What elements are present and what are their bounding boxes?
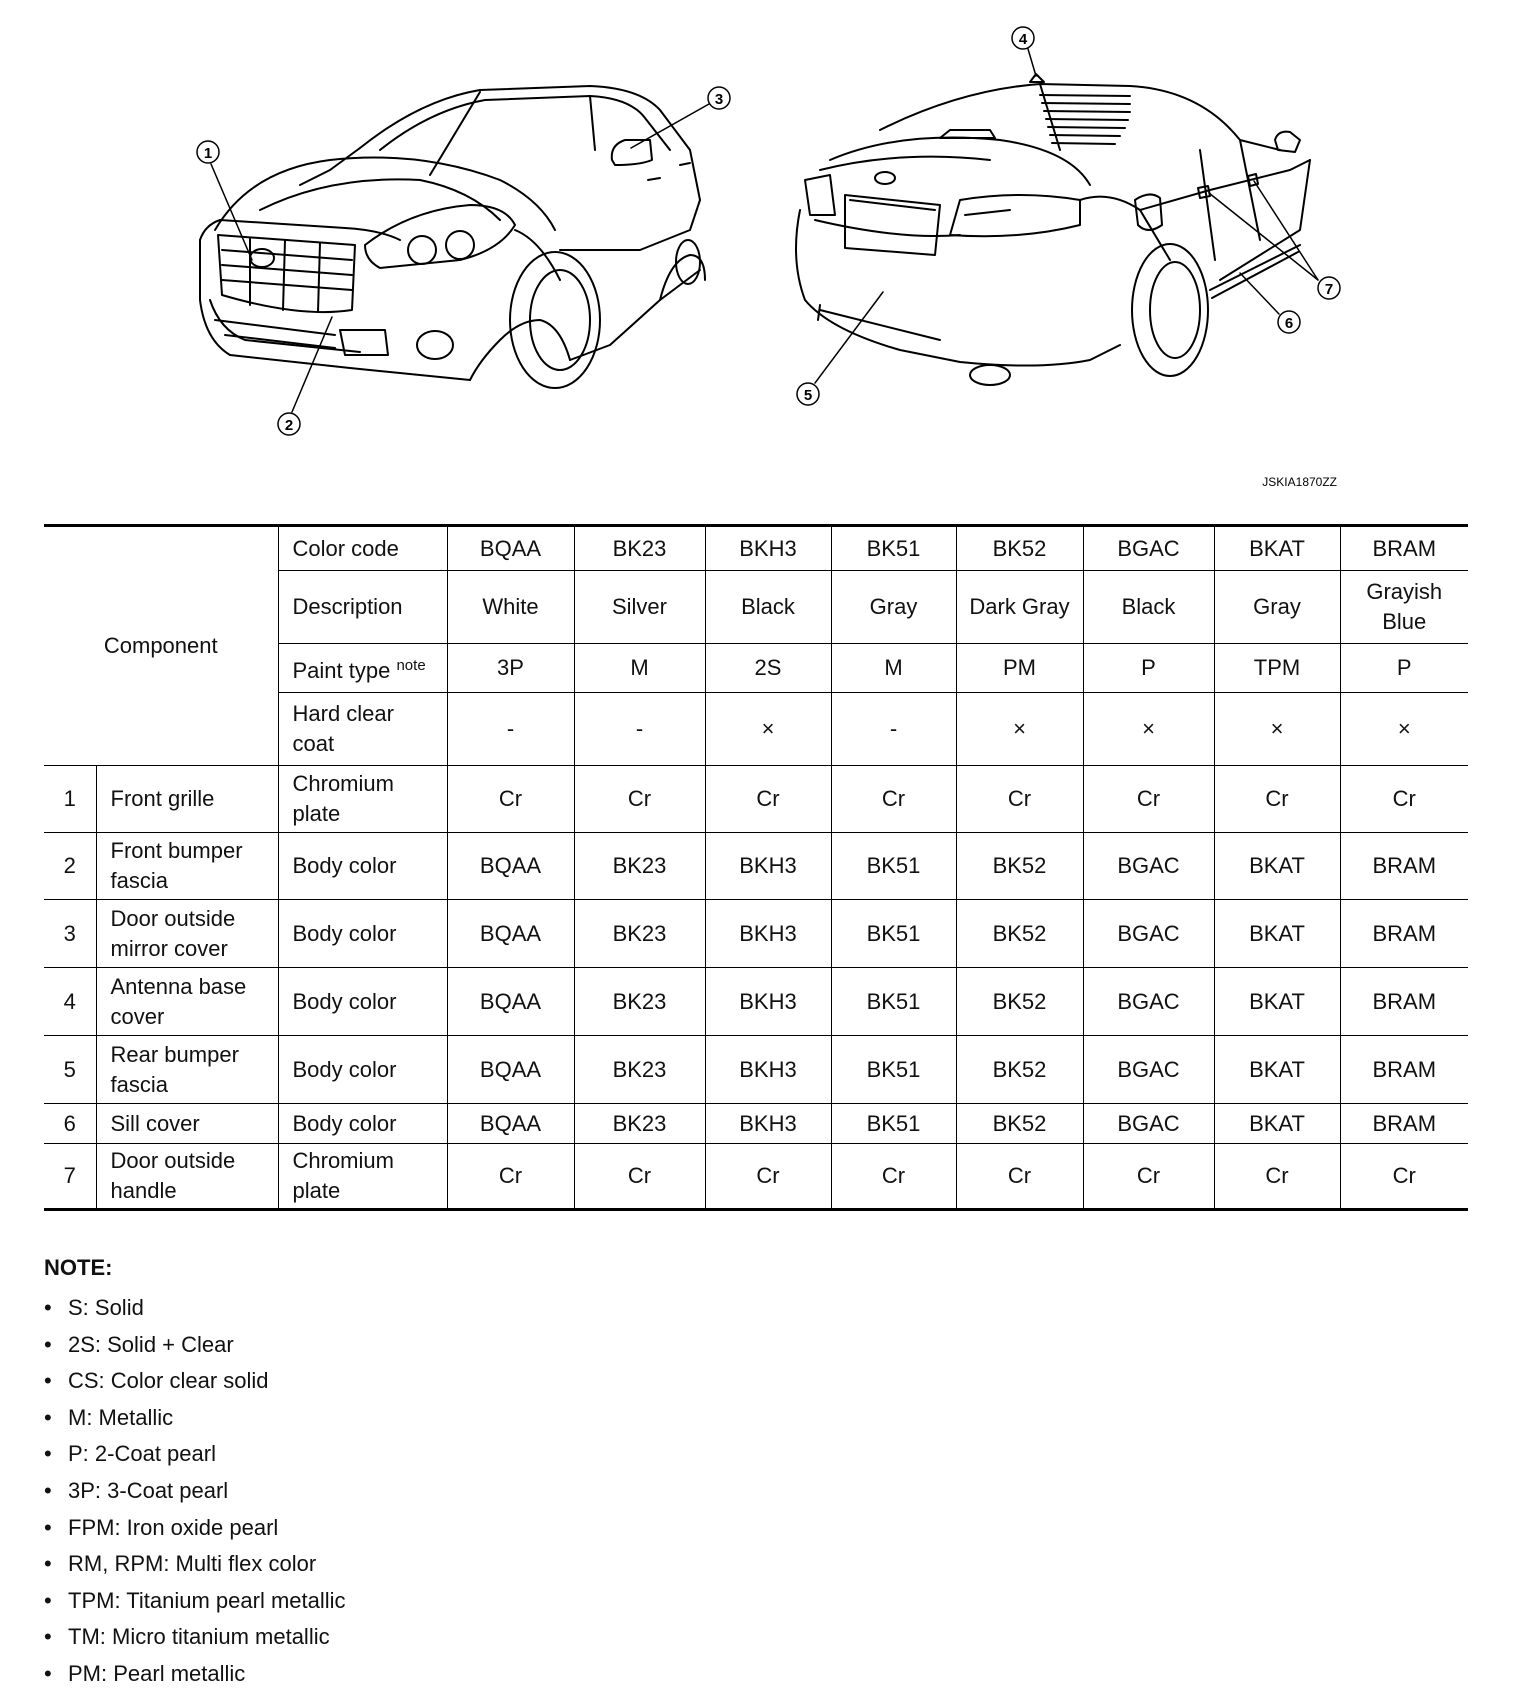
component-color-cell: BKH3 <box>705 1036 831 1104</box>
notes-list <box>44 1290 346 1693</box>
label-description: Description <box>278 571 447 644</box>
figure-id: JSKIA1870ZZ <box>1262 475 1337 489</box>
note-item: • FPM: Iron oxide pearl <box>44 1510 346 1547</box>
description-cell: Gray <box>831 571 956 644</box>
component-color-cell: Cr <box>574 1144 705 1210</box>
component-color-cell: BK51 <box>831 1036 956 1104</box>
notes-section <box>44 1252 346 1693</box>
component-color-cell: BGAC <box>1083 1036 1214 1104</box>
hard-clear-coat-cell: × <box>956 693 1083 766</box>
callout-4: 4 <box>1018 31 1028 48</box>
component-name: Antenna base cover <box>96 968 278 1036</box>
color-code-cell: BK23 <box>574 526 705 571</box>
component-color-cell: BK51 <box>831 833 956 900</box>
component-name: Front bumper fascia <box>96 833 278 900</box>
component-color-cell: Cr <box>1083 1144 1214 1210</box>
component-name: Rear bumper fascia <box>96 1036 278 1104</box>
paint-type-cell: 3P <box>447 644 574 693</box>
color-code-cell: BGAC <box>1083 526 1214 571</box>
note-item: • M: Metallic <box>44 1400 346 1437</box>
note-item: • TPM: Titanium pearl metallic <box>44 1583 346 1620</box>
component-color-cell: BRAM <box>1340 1104 1468 1144</box>
component-color-cell: BK52 <box>956 900 1083 968</box>
component-row <box>44 833 1468 900</box>
component-color-cell: Cr <box>831 766 956 833</box>
color-code-cell: BRAM <box>1340 526 1468 571</box>
component-finish: Body color <box>278 833 447 900</box>
callout-5: 5 <box>803 387 813 404</box>
row-color-code <box>44 526 1468 571</box>
description-cell: Silver <box>574 571 705 644</box>
note-item: • 2S: Solid + Clear <box>44 1327 346 1364</box>
component-color-cell: BGAC <box>1083 833 1214 900</box>
note-item: • TM: Micro titanium metallic <box>44 1619 346 1656</box>
component-row <box>44 766 1468 833</box>
component-color-cell: Cr <box>1214 766 1340 833</box>
component-color-cell: Cr <box>574 766 705 833</box>
component-color-cell: BKAT <box>1214 1036 1340 1104</box>
component-number: 3 <box>44 900 96 968</box>
paint-type-cell: M <box>574 644 705 693</box>
component-number: 4 <box>44 968 96 1036</box>
component-color-cell: BK23 <box>574 833 705 900</box>
callout-7: 7 <box>1324 281 1334 298</box>
component-row <box>44 900 1468 968</box>
label-hard-clear-coat: Hard clear coat <box>278 693 447 766</box>
paint-type-cell: PM <box>956 644 1083 693</box>
hard-clear-coat-cell: × <box>1340 693 1468 766</box>
component-color-cell: Cr <box>1083 766 1214 833</box>
component-color-cell: BKAT <box>1214 1104 1340 1144</box>
hard-clear-coat-cell: × <box>1214 693 1340 766</box>
component-color-cell: Cr <box>447 766 574 833</box>
component-color-cell: Cr <box>1340 1144 1468 1210</box>
color-code-cell: BK51 <box>831 526 956 571</box>
door-mirror-shape <box>612 140 652 165</box>
color-code-cell: BKH3 <box>705 526 831 571</box>
component-finish: Body color <box>278 900 447 968</box>
description-cell: Gray <box>1214 571 1340 644</box>
component-finish: Body color <box>278 1104 447 1144</box>
front-car-drawing <box>200 86 705 388</box>
note-item: • CS: Color clear solid <box>44 1363 346 1400</box>
antenna-base-shape <box>1030 74 1044 82</box>
component-color-cell: BK23 <box>574 968 705 1036</box>
component-row <box>44 1104 1468 1144</box>
component-color-cell: BRAM <box>1340 968 1468 1036</box>
description-cell: Dark Gray <box>956 571 1083 644</box>
paint-type-cell: TPM <box>1214 644 1340 693</box>
component-name: Front grille <box>96 766 278 833</box>
component-color-cell: BK51 <box>831 968 956 1036</box>
component-color-cell: BGAC <box>1083 1104 1214 1144</box>
component-color-cell: BGAC <box>1083 968 1214 1036</box>
component-color-cell: BRAM <box>1340 900 1468 968</box>
paint-type-cell: M <box>831 644 956 693</box>
component-name: Sill cover <box>96 1104 278 1144</box>
component-color-cell: BQAA <box>447 1104 574 1144</box>
component-color-cell: BKH3 <box>705 833 831 900</box>
component-color-cell: BGAC <box>1083 900 1214 968</box>
component-color-cell: BRAM <box>1340 1036 1468 1104</box>
callout-3: 3 <box>714 91 724 108</box>
component-header: Component <box>103 633 218 658</box>
color-code-cell: BKAT <box>1214 526 1340 571</box>
component-number: 2 <box>44 833 96 900</box>
component-color-cell: Cr <box>447 1144 574 1210</box>
component-color-cell: BK52 <box>956 1104 1083 1144</box>
hard-clear-coat-cell: × <box>1083 693 1214 766</box>
note-item: • 3P: 3-Coat pearl <box>44 1473 346 1510</box>
component-color-cell: Cr <box>1214 1144 1340 1210</box>
color-spec-table-wrap <box>44 524 1468 1211</box>
component-color-cell: Cr <box>1340 766 1468 833</box>
note-item: • S: Solid <box>44 1290 346 1327</box>
component-color-cell: BK23 <box>574 1036 705 1104</box>
callout-1: 1 <box>203 145 213 162</box>
component-color-cell: BK52 <box>956 833 1083 900</box>
component-color-cell: BKH3 <box>705 900 831 968</box>
component-color-cell: BKH3 <box>705 968 831 1036</box>
component-number: 6 <box>44 1104 96 1144</box>
component-number: 5 <box>44 1036 96 1104</box>
component-row <box>44 1036 1468 1104</box>
paint-type-note: note <box>396 656 426 674</box>
color-code-cell: BQAA <box>447 526 574 571</box>
component-color-cell: BK52 <box>956 968 1083 1036</box>
paint-type-cell: P <box>1340 644 1468 693</box>
description-cell: Grayish Blue <box>1340 571 1468 644</box>
component-finish: Chromium plate <box>278 1144 447 1210</box>
component-color-cell: BKAT <box>1214 833 1340 900</box>
sill-cover-shape <box>1210 245 1300 290</box>
paint-type-cell: P <box>1083 644 1214 693</box>
component-color-cell: Cr <box>705 766 831 833</box>
component-color-cell: Cr <box>705 1144 831 1210</box>
description-cell: White <box>447 571 574 644</box>
label-color-code: Color code <box>278 526 447 571</box>
component-color-cell: Cr <box>831 1144 956 1210</box>
notes-title: NOTE: <box>44 1255 113 1280</box>
component-color-cell: BK52 <box>956 1036 1083 1104</box>
component-name: Door outside mirror cover <box>96 900 278 968</box>
component-finish: Chromium plate <box>278 766 447 833</box>
component-color-cell: BQAA <box>447 900 574 968</box>
component-color-cell: Cr <box>956 1144 1083 1210</box>
component-row <box>44 968 1468 1036</box>
component-finish: Body color <box>278 1036 447 1104</box>
component-color-cell: BQAA <box>447 1036 574 1104</box>
component-row <box>44 1144 1468 1210</box>
note-item: • RM, RPM: Multi flex color <box>44 1546 346 1583</box>
component-finish: Body color <box>278 968 447 1036</box>
component-color-cell: BRAM <box>1340 833 1468 900</box>
component-color-cell: BK23 <box>574 1104 705 1144</box>
component-name: Door outside handle <box>96 1144 278 1210</box>
note-item: • PM: Pearl metallic <box>44 1656 346 1693</box>
rear-car-drawing <box>796 74 1310 385</box>
label-paint-type <box>278 644 447 693</box>
component-color-cell: BK23 <box>574 900 705 968</box>
callout-6: 6 <box>1284 315 1294 332</box>
hard-clear-coat-cell: × <box>705 693 831 766</box>
hard-clear-coat-cell: - <box>447 693 574 766</box>
color-code-cell: BK52 <box>956 526 1083 571</box>
callout-2: 2 <box>284 417 294 434</box>
description-cell: Black <box>705 571 831 644</box>
component-number: 7 <box>44 1144 96 1210</box>
component-color-cell: BKAT <box>1214 900 1340 968</box>
component-color-cell: BQAA <box>447 833 574 900</box>
description-cell: Black <box>1083 571 1214 644</box>
component-color-cell: BKAT <box>1214 968 1340 1036</box>
component-color-cell: BQAA <box>447 968 574 1036</box>
paint-type-cell: 2S <box>705 644 831 693</box>
color-spec-table <box>44 524 1468 1211</box>
component-number: 1 <box>44 766 96 833</box>
vehicle-illustration <box>0 0 1520 500</box>
hard-clear-coat-cell: - <box>831 693 956 766</box>
note-item: • P: 2-Coat pearl <box>44 1436 346 1473</box>
component-color-cell: BK51 <box>831 1104 956 1144</box>
hard-clear-coat-cell: - <box>574 693 705 766</box>
component-color-cell: BKH3 <box>705 1104 831 1144</box>
component-color-cell: Cr <box>956 766 1083 833</box>
component-color-cell: BK51 <box>831 900 956 968</box>
label-paint-type-text: Paint type <box>292 657 391 683</box>
